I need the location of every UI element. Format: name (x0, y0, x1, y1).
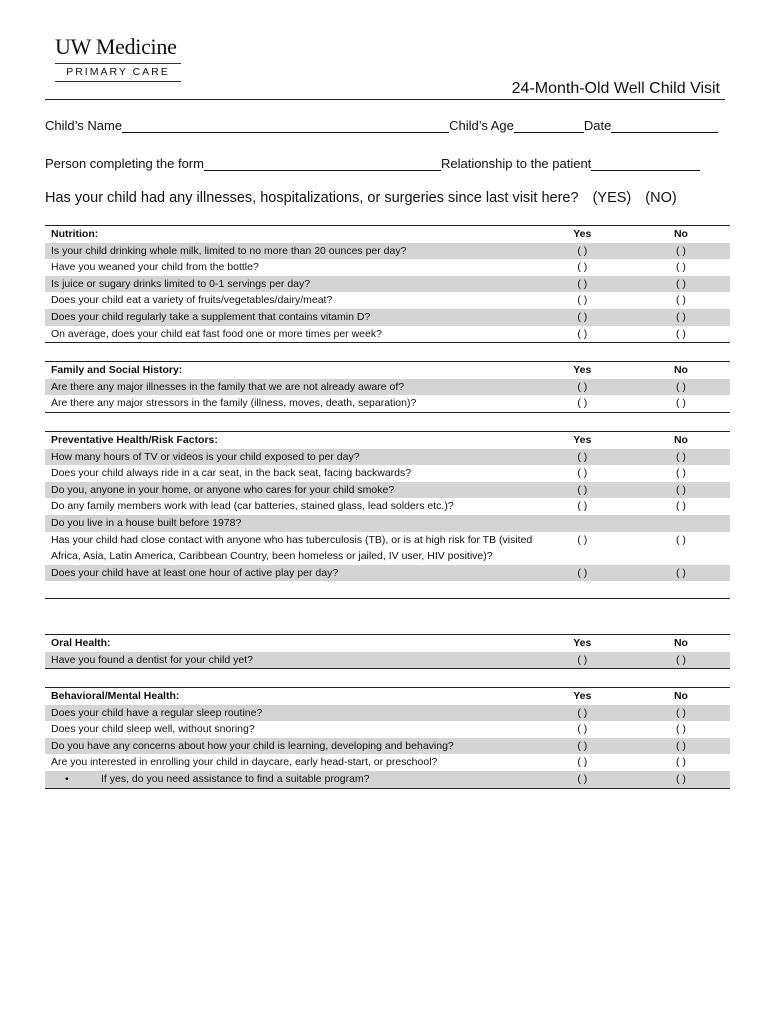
logo-main-text: UW Medicine (55, 34, 177, 59)
question-row (45, 449, 730, 466)
question-row (45, 276, 730, 293)
question-text (45, 771, 533, 788)
question-text: How many hours of TV or videos is your child exposed to per day? (51, 450, 360, 463)
question-row (45, 482, 730, 499)
no-checkbox[interactable]: ( ) (675, 483, 686, 496)
section-title: Oral Health: (51, 637, 111, 649)
no-checkbox[interactable]: ( ) (675, 310, 686, 323)
yes-checkbox[interactable]: ( ) (577, 277, 588, 290)
no-checkbox[interactable]: ( ) (675, 397, 686, 410)
childs-name-field[interactable] (122, 118, 449, 133)
question-text: Does your child have a regular sleep routine? (51, 706, 263, 719)
no-header: No (673, 228, 688, 240)
yes-checkbox[interactable]: ( ) (577, 310, 588, 323)
yes-header: Yes (573, 228, 592, 240)
question-text: Does your child have at least one hour of active play per day? (51, 566, 339, 579)
question-text: Are you interested in enrolling your child in daycare, early head-start, or preschool? (51, 756, 438, 769)
question-row (45, 379, 730, 396)
question-text: Is your child drinking whole milk, limited to no more than 20 ounces per day? (51, 244, 407, 257)
yes-checkbox[interactable]: ( ) (577, 653, 588, 666)
no-checkbox[interactable]: ( ) (675, 294, 686, 307)
question-row (45, 309, 730, 326)
logo-sub-text: PRIMARY CARE (55, 63, 181, 82)
form-title: 24-Month-Old Well Child Visit (511, 80, 720, 97)
question-text: Do you live in a house built before 1978? (51, 516, 242, 529)
question-row (45, 292, 730, 309)
no-checkbox[interactable]: ( ) (675, 653, 686, 666)
question-row (45, 326, 730, 343)
question-text: Do you, anyone in your home, or anyone who cares for your child smoke? (51, 483, 395, 496)
question-row (45, 771, 730, 788)
yes-header: Yes (573, 637, 592, 649)
question-text: Have you found a dentist for your child yet? (51, 653, 253, 666)
question-row (45, 515, 730, 532)
date-label: Date (583, 118, 612, 133)
section-header (45, 688, 730, 705)
no-checkbox[interactable]: ( ) (675, 533, 686, 546)
no-header: No (673, 690, 688, 702)
no-checkbox[interactable]: ( ) (675, 467, 686, 480)
question-text: Does your child sleep well, without snoring? (51, 723, 255, 736)
yes-checkbox[interactable]: ( ) (577, 533, 588, 546)
section-header (45, 362, 730, 379)
question-text: On average, does your child eat fast food one or more times per week? (51, 327, 382, 340)
illness-no-option[interactable]: (NO) (645, 190, 677, 206)
yes-header: Yes (573, 364, 592, 376)
yes-checkbox[interactable]: ( ) (577, 450, 588, 463)
childs-name-label: Child’s Name (45, 118, 123, 133)
yes-header: Yes (573, 434, 592, 446)
no-checkbox[interactable]: ( ) (675, 244, 686, 257)
section-title: Nutrition: (51, 228, 99, 240)
question-row (45, 705, 730, 722)
yes-checkbox[interactable]: ( ) (577, 772, 588, 785)
person-completing-label: Person completing the form (45, 156, 204, 171)
section-preventative-health (45, 431, 730, 599)
question-text: Has your child had close contact with anyone who has tuberculosis (TB), or is at high risk for TB (visited Africa, Asia, Latin America, Caribbean Country, been homeless or jailed, IV user, HIV positive)? (51, 533, 533, 563)
yes-checkbox[interactable]: ( ) (577, 380, 588, 393)
no-header: No (673, 434, 688, 446)
question-row (45, 395, 730, 412)
question-text-content: If yes, do you need assistance to find a suitable program? (101, 772, 370, 785)
question-text: Are there any major stressors in the family (illness, moves, death, separation)? (51, 397, 417, 410)
illness-question-text: Has your child had any illnesses, hospitalizations, or surgeries since last visit here? (45, 190, 579, 206)
no-checkbox[interactable]: ( ) (675, 450, 686, 463)
blank-row (45, 581, 730, 598)
question-text: Do you have any concerns about how your child is learning, developing and behaving? (51, 739, 454, 752)
yes-checkbox[interactable]: ( ) (577, 294, 588, 307)
relationship-label: Relationship to the patient (440, 156, 592, 171)
uw-medicine-logo (55, 34, 185, 82)
bullet-icon: • (65, 772, 69, 785)
yes-header: Yes (573, 690, 592, 702)
person-completing-field[interactable] (204, 156, 441, 171)
title-divider (45, 99, 725, 100)
illness-question (45, 190, 677, 206)
section-oral-health (45, 634, 730, 669)
section-title: Preventative Health/Risk Factors: (51, 434, 218, 446)
no-checkbox[interactable]: ( ) (675, 261, 686, 274)
yes-checkbox[interactable]: ( ) (577, 483, 588, 496)
section-header (45, 432, 730, 449)
no-header: No (673, 364, 688, 376)
question-row (45, 498, 730, 515)
question-row (45, 532, 730, 565)
no-checkbox[interactable]: ( ) (675, 772, 686, 785)
yes-checkbox[interactable]: ( ) (577, 706, 588, 719)
question-text: Are there any major illnesses in the family that we are not already aware of? (51, 380, 405, 393)
relationship-field[interactable] (591, 156, 700, 171)
no-checkbox[interactable]: ( ) (675, 756, 686, 769)
yes-checkbox[interactable]: ( ) (577, 261, 588, 274)
yes-checkbox[interactable]: ( ) (577, 327, 588, 340)
question-row (45, 565, 730, 582)
yes-checkbox[interactable]: ( ) (577, 566, 588, 579)
no-checkbox[interactable]: ( ) (675, 380, 686, 393)
no-checkbox[interactable]: ( ) (675, 500, 686, 513)
yes-checkbox[interactable]: ( ) (577, 500, 588, 513)
no-checkbox[interactable]: ( ) (675, 739, 686, 752)
no-checkbox[interactable]: ( ) (675, 706, 686, 719)
question-text: Does your child regularly take a supplement that contains vitamin D? (51, 310, 371, 323)
section-header (45, 226, 730, 243)
person-info-row (45, 156, 725, 171)
question-row (45, 652, 730, 669)
no-checkbox[interactable]: ( ) (675, 277, 686, 290)
no-checkbox[interactable]: ( ) (675, 327, 686, 340)
question-text: Do any family members work with lead (car batteries, stained glass, lead solders etc.)? (51, 500, 454, 513)
section-title: Family and Social History: (51, 364, 183, 376)
question-row (45, 754, 730, 771)
question-row (45, 243, 730, 260)
question-text: Is juice or sugary drinks limited to 0-1 servings per day? (51, 277, 311, 290)
section-behavioral-health (45, 687, 730, 789)
question-row (45, 259, 730, 276)
question-row (45, 721, 730, 738)
childs-age-field[interactable] (514, 118, 584, 133)
section-header (45, 635, 730, 652)
yes-checkbox[interactable]: ( ) (577, 739, 588, 752)
section-family-history (45, 361, 730, 413)
illness-yes-option[interactable]: (YES) (592, 190, 632, 206)
section-title: Behavioral/Mental Health: (51, 690, 180, 702)
child-info-row (45, 118, 725, 133)
date-field[interactable] (611, 118, 718, 133)
yes-checkbox[interactable]: ( ) (577, 397, 588, 410)
yes-checkbox[interactable]: ( ) (577, 467, 588, 480)
question-text: Does your child always ride in a car seat, in the back seat, facing backwards? (51, 467, 412, 480)
childs-age-label: Child’s Age (449, 118, 514, 133)
no-header: No (673, 637, 688, 649)
question-text: Have you weaned your child from the bottle? (51, 261, 259, 274)
yes-checkbox[interactable]: ( ) (577, 723, 588, 736)
no-checkbox[interactable]: ( ) (675, 723, 686, 736)
yes-checkbox[interactable]: ( ) (577, 756, 588, 769)
section-nutrition (45, 225, 730, 343)
question-text: Does your child eat a variety of fruits/vegetables/dairy/meat? (51, 294, 333, 307)
yes-checkbox[interactable]: ( ) (577, 244, 588, 257)
question-row (45, 465, 730, 482)
question-row (45, 738, 730, 755)
no-checkbox[interactable]: ( ) (675, 566, 686, 579)
